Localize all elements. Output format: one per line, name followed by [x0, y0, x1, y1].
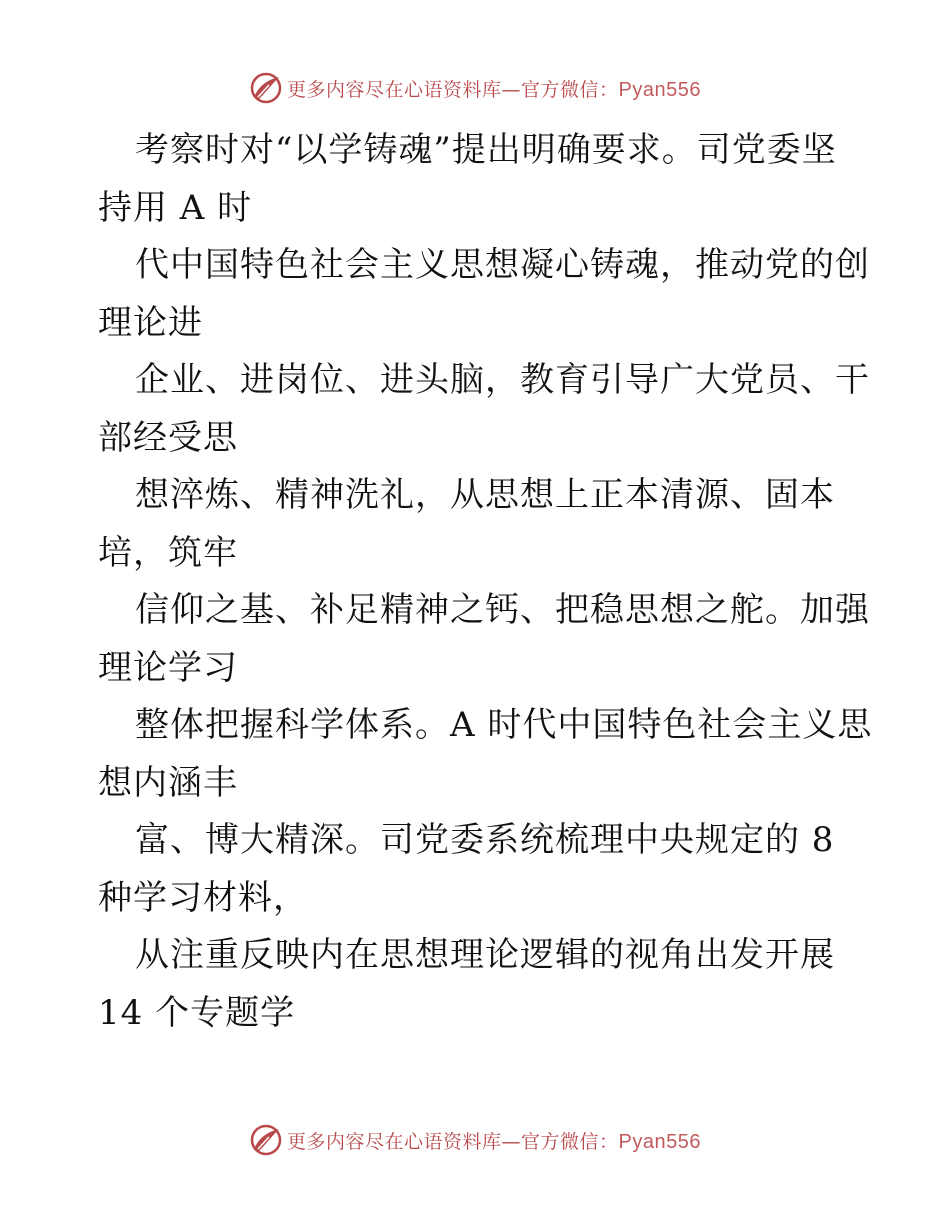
text-line: 整体把握科学体系。A 时代中国特色社会主义思: [135, 705, 873, 745]
text-line: 想淬炼、精神洗礼，从思想上正本清源、固本: [135, 475, 835, 515]
text-line: 种学习材料，: [98, 877, 308, 918]
text-line: 考察时对“以学铸魂”提出明确要求。司党委坚: [135, 130, 837, 170]
text-line: 培，筑牢: [98, 532, 238, 573]
text-line: 14 个专题学: [98, 992, 296, 1033]
watermark-text: 更多内容尽在心语资料库—官方微信：Pyan556: [287, 1130, 701, 1153]
header-watermark: [0, 68, 950, 108]
text-line: 理论进: [98, 302, 203, 343]
text-line: 部经受思: [98, 417, 238, 458]
text-line: 代中国特色社会主义思想凝心铸魂，推动党的创: [135, 245, 870, 285]
text-line: 想内涵丰: [98, 762, 238, 803]
text-line: 理论学习: [98, 647, 238, 688]
watermark-handle: Pyan556: [618, 78, 701, 101]
footer-watermark: [0, 1120, 950, 1160]
watermark-text: 更多内容尽在心语资料库—官方微信：Pyan556: [287, 78, 701, 101]
watermark-handle: Pyan556: [618, 1130, 701, 1153]
watermark-logo-icon: [249, 71, 283, 105]
watermark-logo-icon: [249, 1123, 283, 1157]
text-line: 持用 A 时: [98, 187, 253, 228]
text-line: 从注重反映内在思想理论逻辑的视角出发开展: [135, 935, 835, 975]
document-body: [98, 122, 873, 1042]
text-line: 信仰之基、补足精神之钙、把稳思想之舵。加强: [135, 590, 870, 630]
text-line: 企业、进岗位、进头脑，教育引导广大党员、干: [135, 360, 870, 400]
text-line: 富、博大精深。司党委系统梳理中央规定的 8: [135, 820, 835, 860]
